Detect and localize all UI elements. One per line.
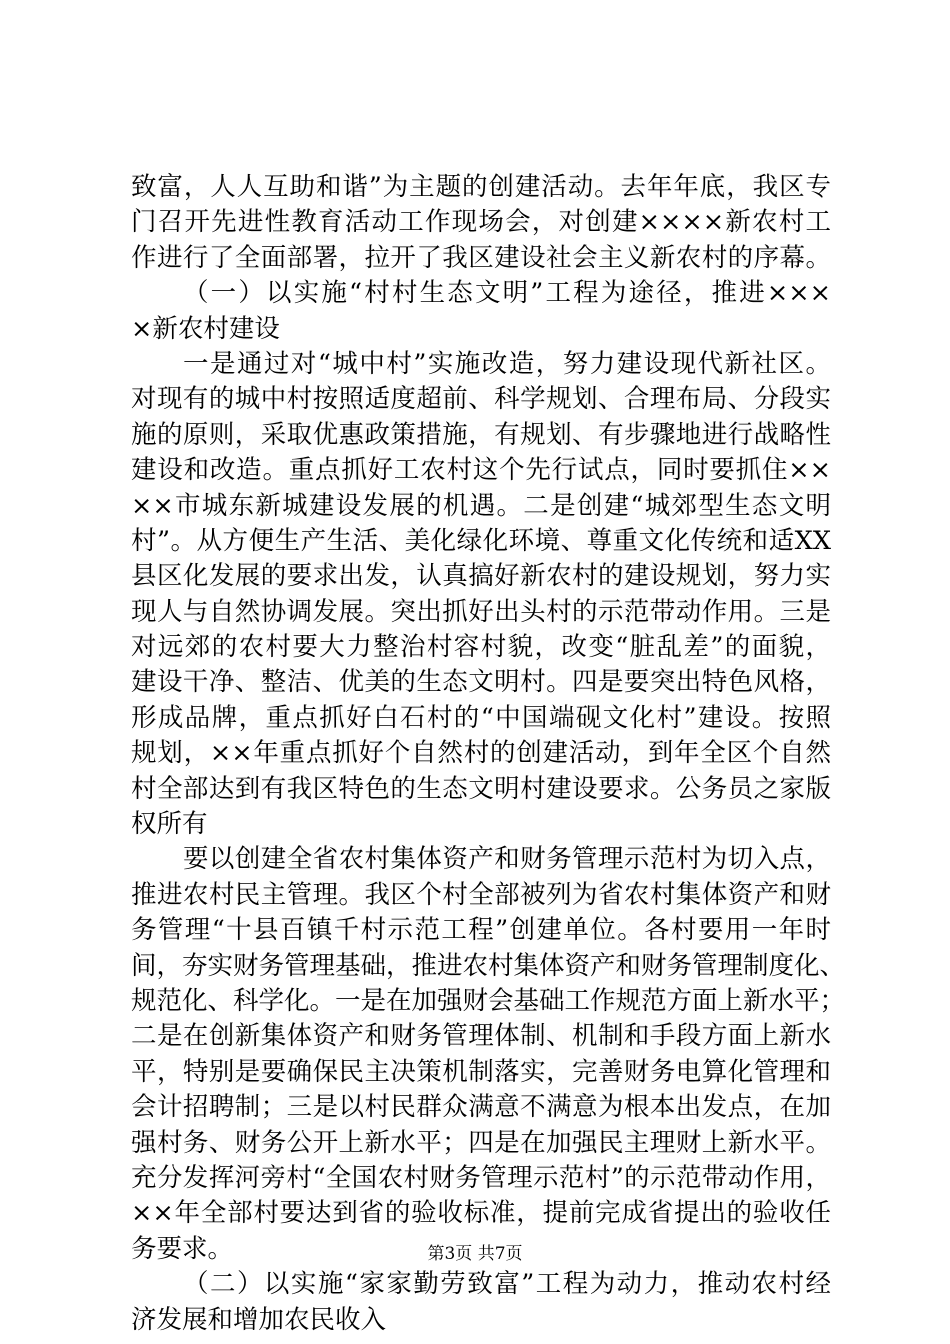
paragraph-start: 要以创建全省农村集体资产和财务管理示范村为切入点，	[183, 844, 831, 875]
text-line: 强村务、财务公开上新水平；四是在加强民主理财上新水平。	[131, 1127, 831, 1158]
text-line: 平，特别是要确保民主决策机制落实，完善财务电算化管理和	[131, 1056, 831, 1087]
text-line: 对现有的城中村按照适度超前、科学规划、合理布局、分段实	[131, 384, 831, 415]
text-line: 形成品牌，重点抓好白石村的“中国端砚文化村”建设。按照	[131, 702, 831, 733]
text-line: ××年全部村要达到省的验收标准，提前完成省提出的验收任	[131, 1198, 831, 1229]
text-line: 二是在创新集体资产和财务管理体制、机制和手段方面上新水	[131, 1021, 831, 1052]
text-line: 村全部达到有我区特色的生态文明村建设要求。公务员之家版	[131, 773, 831, 804]
text-line: 作进行了全面部署，拉开了我区建设社会主义新农村的序幕。	[131, 242, 831, 273]
text-line: 村”。从方便生产生活、美化绿化环境、尊重文化传统和适XX	[131, 525, 831, 556]
text-line: 间，夯实财务管理基础，推进农村集体资产和财务管理制度化、	[131, 950, 846, 981]
paragraph-start: 一是通过对“城中村”实施改造，努力建设现代新社区。	[183, 348, 831, 379]
text-line: 充分发挥河旁村“全国农村财务管理示范村”的示范带动作用，	[131, 1162, 831, 1193]
section-heading-2-cont: 济发展和增加农民收入	[131, 1304, 387, 1335]
section-heading-2: （二）以实施“家家勤劳致富”工程为动力，推动农村经	[183, 1269, 831, 1300]
text-line: 务管理“十县百镇千村示范工程”创建单位。各村要用一年时	[131, 915, 831, 946]
text-line: 对远郊的农村要大力整治村容村貌，改变“脏乱差”的面貌，	[131, 632, 831, 663]
text-line: 县区化发展的要求出发，认真搞好新农村的建设规划，努力实	[131, 561, 831, 592]
text-line: 门召开先进性教育活动工作现场会，对创建××××新农村工	[131, 207, 831, 238]
text-line: 施的原则，采取优惠政策措施，有规划、有步骤地进行战略性	[131, 419, 831, 450]
text-line: 现人与自然协调发展。突出抓好出头村的示范带动作用。三是	[131, 596, 831, 627]
body-text	[131, 170, 846, 1338]
text-line: 建设干净、整洁、优美的生态文明村。四是要突出特色风格，	[131, 667, 831, 698]
text-line: 致富，人人互助和谐”为主题的创建活动。去年年底，我区专	[131, 172, 831, 202]
text-line: 建设和改造。重点抓好工农村这个先行试点，同时要抓住××	[131, 455, 831, 486]
text-line: 规划，××年重点抓好个自然村的创建活动，到年全区个自然	[131, 738, 831, 769]
section-heading-1: （一）以实施“村村生态文明”工程为途径，推进×××	[183, 278, 831, 309]
text-line: 务要求。	[131, 1233, 234, 1264]
page-number-footer: 第3页 共7页	[427, 1244, 523, 1264]
text-line: 权所有	[131, 809, 208, 840]
section-heading-1-cont: ×新农村建设	[131, 313, 280, 344]
text-line: 规范化、科学化。一是在加强财会基础工作规范方面上新水平；	[131, 985, 846, 1016]
text-line: 推进农村民主管理。我区个村全部被列为省农村集体资产和财	[131, 879, 831, 910]
text-line: 会计招聘制；三是以村民群众满意不满意为根本出发点，在加	[131, 1092, 831, 1123]
text-line: ××市城东新城建设发展的机遇。二是创建“城郊型生态文明	[131, 490, 831, 521]
